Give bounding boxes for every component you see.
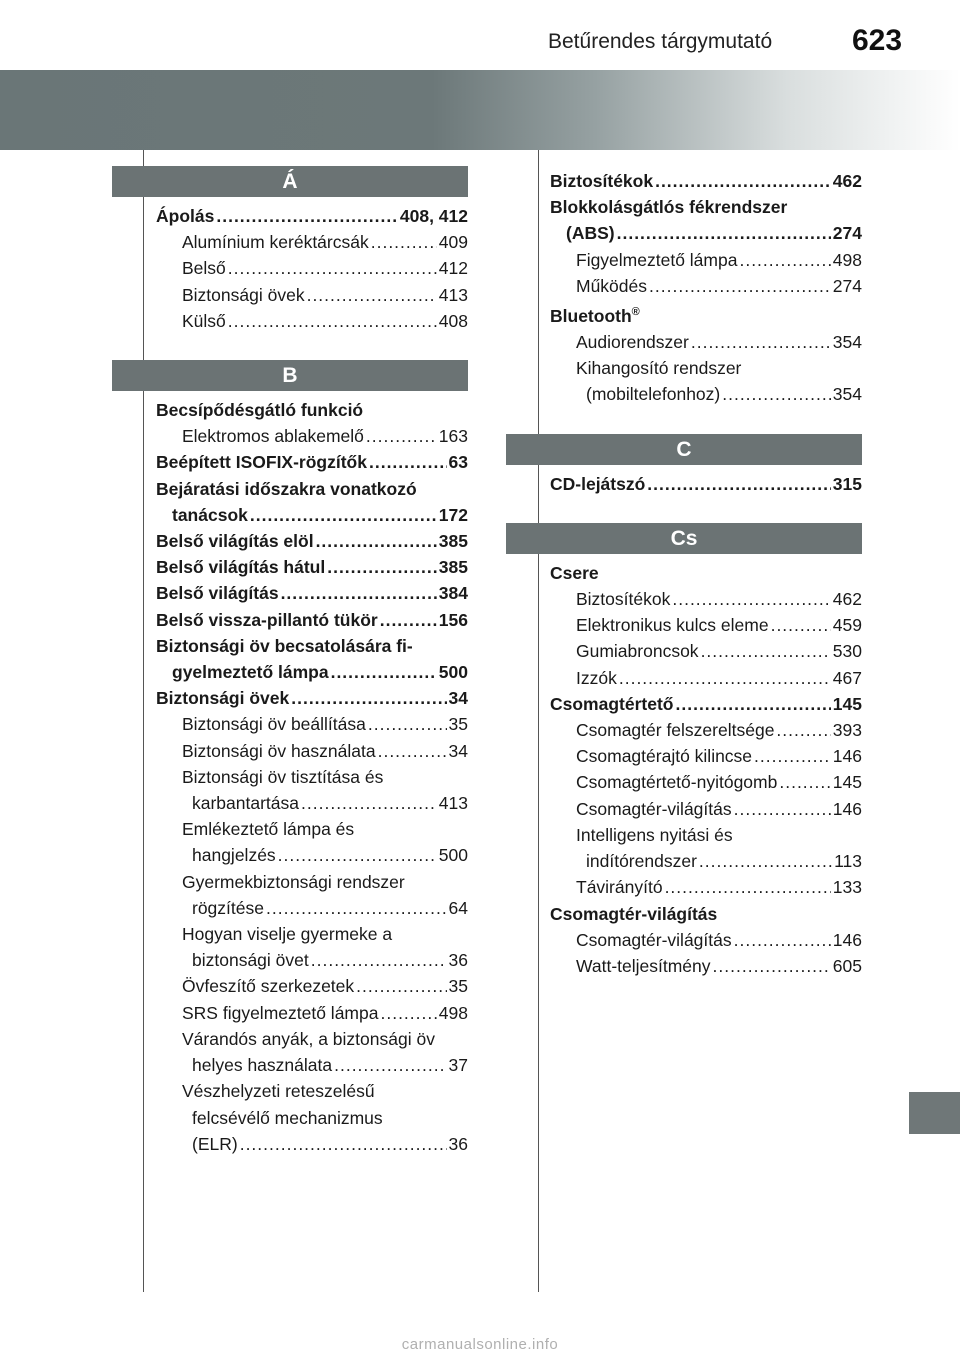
entry-text: biztonsági övet — [192, 950, 309, 971]
page-reference[interactable]: 34 — [448, 688, 468, 709]
entry-text: Intelligens nyitási és — [576, 824, 733, 845]
entry-text: karbantartása — [192, 793, 300, 814]
entry-text: Beépített ISOFIX-rögzítők — [156, 452, 367, 473]
entry-text: Biztonsági övek — [182, 284, 305, 305]
entry-text: Belső világítás hátul — [156, 557, 326, 578]
index-subentry[interactable] — [506, 874, 862, 900]
leader-dots — [307, 282, 437, 308]
page-reference[interactable]: 36 — [448, 950, 468, 971]
page-reference[interactable]: 413 — [438, 284, 468, 305]
entry-text: Belső vissza-pillantó tükör — [156, 609, 378, 630]
leader-dots — [619, 665, 831, 691]
entry-text: Külső — [182, 310, 226, 331]
index-subentry[interactable] — [112, 973, 468, 999]
entry-text: Belső világítás — [156, 583, 279, 604]
index-subentry[interactable] — [506, 796, 862, 822]
leader-dots — [380, 1000, 436, 1026]
entry-text: Gyermekbiztonsági rendszer — [182, 871, 405, 892]
entry-text: Csomagtértető — [550, 693, 674, 714]
leader-dots — [734, 796, 831, 822]
index-entry[interactable] — [112, 449, 468, 475]
page-reference[interactable]: 498 — [438, 1002, 468, 1023]
section-heading: Á — [112, 166, 468, 197]
page-reference[interactable]: 35 — [448, 714, 468, 735]
section-heading: B — [112, 360, 468, 391]
index-entry — [506, 194, 862, 220]
page-reference[interactable]: 172 — [438, 504, 468, 525]
index-entry[interactable] — [506, 168, 862, 194]
index-thumb-tab[interactable] — [909, 1092, 960, 1134]
index-subentry[interactable] — [112, 842, 468, 868]
entry-text: (mobiltelefonhoz) — [586, 384, 721, 405]
header-band — [0, 70, 960, 150]
entry-text: Elektromos ablakemelő — [182, 426, 364, 447]
page-reference[interactable]: 408, 412 — [399, 206, 468, 226]
leader-dots — [371, 229, 437, 255]
leader-dots — [713, 953, 831, 979]
section-heading: C — [506, 434, 862, 465]
entry-text: Övfeszítő szerkezetek — [182, 976, 355, 997]
page-reference[interactable]: 113 — [834, 851, 862, 872]
leader-dots — [311, 947, 447, 973]
page-reference[interactable]: 412 — [438, 258, 468, 279]
index-entry[interactable] — [112, 685, 468, 711]
index-subentry — [112, 1105, 468, 1131]
page-reference[interactable]: 64 — [448, 897, 468, 918]
page-reference[interactable]: 354 — [832, 384, 862, 405]
page-title: Betűrendes tárgymutató — [548, 30, 773, 53]
leader-dots — [278, 842, 437, 868]
index-subentry[interactable] — [112, 308, 468, 334]
section-heading: Cs — [506, 523, 862, 554]
entry-text: Biztonsági öv tisztítása és — [182, 766, 384, 787]
page-reference[interactable]: 36 — [448, 1133, 468, 1154]
index-entry[interactable] — [112, 203, 468, 229]
entry-text: Alumínium keréktárcsák — [182, 232, 369, 253]
page-reference[interactable]: 462 — [832, 589, 862, 610]
leader-dots — [676, 691, 831, 717]
entry-text: tanácsok — [172, 504, 248, 525]
leader-dots — [722, 381, 831, 407]
index-entry[interactable] — [506, 691, 862, 717]
page-reference[interactable]: 35 — [448, 976, 468, 997]
entry-text: Blokkolásgátlós fékrendszer — [550, 197, 788, 218]
entry-text: Kihangosító rendszer — [576, 358, 742, 379]
entry-text: Csomagtértető-nyitógomb — [576, 772, 778, 793]
index-subentry[interactable] — [506, 953, 862, 979]
entry-text: Biztonsági öv becsatolására fi- — [156, 635, 413, 656]
entry-text: Izzók — [576, 667, 617, 688]
entry-text: Biztonsági övek — [156, 688, 290, 709]
entry-text: Biztosítékok — [550, 171, 654, 191]
index-entry — [112, 633, 468, 659]
page-reference[interactable]: 530 — [832, 641, 862, 662]
index-subentry[interactable] — [112, 1000, 468, 1026]
entry-text: Biztosítékok — [576, 589, 671, 610]
index-subentry[interactable] — [112, 282, 468, 308]
index-subentry — [112, 869, 468, 895]
leader-dots — [281, 580, 437, 606]
index-subentry — [112, 816, 468, 842]
page-reference[interactable]: 459 — [832, 615, 862, 636]
index-subentry[interactable] — [506, 665, 862, 691]
index-entry[interactable] — [112, 659, 468, 685]
entry-text: Watt-teljesítmény — [576, 955, 711, 976]
page-reference[interactable]: 37 — [448, 1055, 468, 1076]
entry-text: Működés — [576, 275, 648, 296]
leader-dots — [216, 203, 398, 229]
leader-dots — [331, 659, 437, 685]
leader-dots — [291, 685, 446, 711]
entry-text: (ABS) — [566, 223, 615, 244]
entry-text: hangjelzés — [192, 845, 276, 866]
page-reference[interactable]: 500 — [438, 662, 468, 683]
leader-dots — [240, 1131, 447, 1157]
page-reference[interactable]: 385 — [438, 557, 468, 578]
page-number: 623 — [852, 24, 903, 57]
index-subentry[interactable] — [112, 229, 468, 255]
leader-dots — [655, 168, 831, 194]
index-entry — [506, 299, 862, 329]
entry-text: indítórendszer — [586, 851, 697, 872]
index-subentry[interactable] — [506, 927, 862, 953]
leader-dots — [369, 449, 447, 475]
leader-dots — [378, 738, 447, 764]
registered-mark: ® — [631, 306, 640, 319]
entry-text: Csomagtér-világítás — [576, 798, 732, 819]
entry-text: Csomagtér felszereltsége — [576, 720, 775, 741]
leader-dots — [754, 743, 831, 769]
index-column-right — [506, 168, 862, 979]
leader-dots — [334, 1052, 446, 1078]
entry-text: (ELR) — [192, 1133, 238, 1154]
index-entry[interactable] — [112, 607, 468, 633]
entry-text: Belső — [182, 258, 226, 279]
leader-dots — [366, 423, 437, 449]
index-subentry[interactable] — [506, 586, 862, 612]
index-subentry[interactable] — [112, 895, 468, 921]
leader-dots — [368, 711, 447, 737]
page-reference[interactable]: 146 — [832, 798, 862, 819]
index-subentry[interactable] — [506, 247, 862, 273]
page-reference[interactable]: 274 — [832, 223, 862, 244]
leader-dots — [266, 895, 447, 921]
page-reference[interactable]: 146 — [832, 929, 862, 950]
index-entry[interactable] — [506, 471, 862, 497]
page-reference[interactable]: 34 — [448, 740, 468, 761]
entry-text: Ápolás — [156, 206, 215, 226]
leader-dots — [665, 874, 831, 900]
index-subentry[interactable] — [112, 1052, 468, 1078]
index-subentry[interactable] — [112, 738, 468, 764]
index-entry[interactable] — [112, 528, 468, 554]
page-reference[interactable]: 63 — [448, 452, 468, 473]
index-subentry[interactable] — [506, 273, 862, 299]
entry-text: Biztonsági öv beállítása — [182, 714, 366, 735]
entry-text: Belső világítás elöl — [156, 531, 314, 552]
leader-dots — [779, 769, 830, 795]
index-subentry[interactable] — [112, 790, 468, 816]
index-subentry[interactable] — [506, 329, 862, 355]
index-subentry — [112, 1078, 468, 1104]
entry-text: Emlékeztető lámpa és — [182, 819, 355, 840]
leader-dots — [327, 554, 437, 580]
entry-text: rögzítése — [192, 897, 264, 918]
index-subentry[interactable] — [506, 638, 862, 664]
section-gap — [112, 334, 468, 354]
index-entry — [112, 397, 468, 423]
index-subentry — [112, 921, 468, 947]
leader-dots — [617, 220, 831, 246]
top-strip — [0, 0, 960, 62]
leader-dots — [228, 255, 437, 281]
index-column-left — [112, 160, 468, 1157]
page-reference[interactable]: 605 — [832, 955, 862, 976]
index-entry[interactable] — [506, 220, 862, 246]
index-subentry[interactable] — [506, 848, 862, 874]
entry-text: Gumiabroncsok — [576, 641, 699, 662]
page-reference[interactable]: 393 — [832, 720, 862, 741]
index-subentry[interactable] — [506, 717, 862, 743]
index-subentry[interactable] — [112, 1131, 468, 1157]
index-subentry[interactable] — [506, 743, 862, 769]
page-reference[interactable]: 500 — [438, 845, 468, 866]
page-reference[interactable]: 498 — [832, 249, 862, 270]
entry-text: felcsévélő mechanizmus — [192, 1107, 383, 1128]
page-reference[interactable]: 384 — [438, 583, 468, 604]
entry-text: Csomagtér-világítás — [550, 903, 718, 924]
page-reference[interactable]: 354 — [832, 332, 862, 353]
leader-dots — [776, 717, 830, 743]
section-gap — [506, 408, 862, 428]
leader-dots — [316, 528, 437, 554]
index-subentry — [112, 764, 468, 790]
leader-dots — [699, 848, 832, 874]
index-entry — [506, 901, 862, 927]
index-entry[interactable] — [112, 580, 468, 606]
index-entry[interactable] — [112, 502, 468, 528]
index-subentry — [506, 822, 862, 848]
index-entry — [112, 476, 468, 502]
entry-text: Biztonsági öv használata — [182, 740, 376, 761]
entry-text: Csere — [550, 562, 599, 583]
leader-dots — [356, 973, 446, 999]
leader-dots — [691, 329, 831, 355]
page-reference[interactable]: 145 — [832, 772, 862, 793]
leader-dots — [649, 273, 831, 299]
leader-dots — [228, 308, 437, 334]
index-subentry[interactable] — [506, 769, 862, 795]
section-gap — [506, 497, 862, 517]
page-reference[interactable]: 315 — [832, 473, 862, 494]
leader-dots — [647, 471, 831, 497]
entry-text: SRS figyelmeztető lámpa — [182, 1002, 379, 1023]
leader-dots — [739, 247, 830, 273]
page-reference[interactable]: 409 — [438, 232, 468, 253]
entry-text: Figyelmeztető lámpa — [576, 249, 738, 270]
page-reference[interactable]: 274 — [832, 275, 862, 296]
page-reference[interactable]: 156 — [438, 609, 468, 630]
footer-watermark: carmanualsonline.info — [401, 1336, 559, 1353]
index-subentry — [506, 355, 862, 381]
leader-dots — [701, 638, 831, 664]
leader-dots — [734, 927, 831, 953]
entry-text: Becsípődésgátló funkció — [156, 400, 364, 421]
page-reference[interactable]: 163 — [438, 426, 468, 447]
entry-text: Csomagtér-világítás — [576, 929, 732, 950]
entry-text: Bejáratási időszakra vonatkozó — [156, 478, 417, 499]
index-subentry[interactable] — [506, 381, 862, 407]
index-subentry[interactable] — [112, 711, 468, 737]
entry-text: gyelmeztető lámpa — [172, 662, 329, 683]
leader-dots — [250, 502, 437, 528]
index-subentry[interactable] — [506, 612, 862, 638]
entry-text: Bluetooth® — [550, 305, 640, 326]
page-reference[interactable]: 146 — [832, 746, 862, 767]
index-subentry[interactable] — [112, 947, 468, 973]
entry-text: Elektronikus kulcs eleme — [576, 615, 769, 636]
entry-text: Audiorendszer — [576, 332, 689, 353]
entry-text: Hogyan viselje gyermeke a — [182, 924, 393, 945]
index-entry[interactable] — [112, 554, 468, 580]
leader-dots — [672, 586, 830, 612]
entry-text: CD-lejátszó — [550, 473, 646, 494]
index-subentry — [112, 1026, 468, 1052]
entry-text: helyes használata — [192, 1055, 333, 1076]
page-reference[interactable]: 133 — [832, 877, 862, 898]
leader-dots — [380, 607, 437, 633]
page-reference[interactable]: 408 — [438, 310, 468, 331]
page-reference[interactable]: 462 — [832, 171, 862, 191]
entry-text: Csomagtérajtó kilincse — [576, 746, 753, 767]
entry-text: Várandós anyák, a biztonsági öv — [182, 1028, 435, 1049]
index-entry — [506, 560, 862, 586]
page-reference[interactable]: 385 — [438, 531, 468, 552]
page-reference[interactable]: 467 — [832, 667, 862, 688]
index-subentry[interactable] — [112, 423, 468, 449]
entry-text: Vészhelyzeti reteszelésű — [182, 1081, 375, 1102]
index-subentry[interactable] — [112, 255, 468, 281]
page-reference[interactable]: 413 — [438, 793, 468, 814]
leader-dots — [771, 612, 831, 638]
page-reference[interactable]: 145 — [832, 693, 862, 714]
leader-dots — [301, 790, 437, 816]
entry-text: Távirányító — [576, 877, 663, 898]
